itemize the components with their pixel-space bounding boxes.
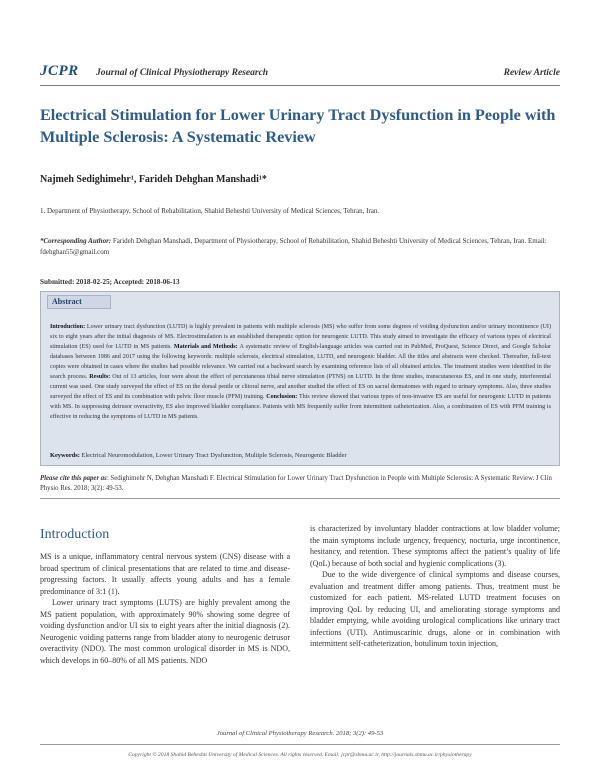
abstract-box — [40, 291, 560, 466]
journal-logo: JCPR — [40, 63, 79, 79]
section-divider — [40, 498, 560, 499]
header-divider — [40, 85, 560, 86]
corresponding-author — [40, 236, 560, 257]
introduction-heading: Introduction — [40, 527, 110, 542]
citation-label: Please cite this paper as — [40, 475, 107, 482]
affiliation: 1. Department of Physiotherapy, School of Rehabilitation, Shahid Beheshti University of Medical Sciences, Tehran, Iran. — [40, 207, 380, 215]
journal-name: Journal of Clinical Physiotherapy Research — [96, 68, 269, 78]
citation-text: : Sedighimehr N, Dehghan Manshadi F. Electrical Stimulation for Lower Urinary Tract Dysfunction in People with Multiple Sclerosis: A Systematic Review. J Clin Physio Res. 2018; 3(2): 49-53. — [40, 475, 552, 492]
corresponding-label: *Corresponding Author: — [40, 237, 112, 245]
abstract-heading: Abstract — [47, 295, 111, 309]
footer-copyright: Copyright © 2018 Shahid Beheshti University of Medical Sciences. All rights reserved. Email: jcpr@sbmu.ac.ir, http://journals.sbmu.ac.ir/physiotherapy — [128, 752, 472, 758]
abstract-methods-label: Materials and Methods: — [173, 344, 238, 350]
intro-paragraph-3: is characterized by involuntary bladder contractions at low bladder volume; the main symptoms include urgency, frequency, nocturia, urge incontinence, hesitancy, and retention. These symptoms affect the patient’s quality of life (QoL) because of both social and hygienic complications (3). — [310, 524, 560, 568]
intro-paragraph-4: Due to the wide divergence of clinical symptoms and disease courses, evaluation and treatment differ among patients. Thus, treatment must be customized for each patient. MS-related LUTD treatment focuses on improving QoL by reducing UI, and ameliorating storage symptoms and bladder emptying, while avoiding urological complications like urinary tract infections (UTI). Antimuscarinic drugs, alone or in combination with intermittent self-catheterization, botulinum toxin injection, — [310, 570, 560, 648]
left-column — [40, 551, 290, 666]
abstract-text — [50, 322, 551, 422]
abstract-results-label: Results: — [89, 374, 111, 380]
authors: Najmeh Sedighimehr¹, Farideh Dehghan Manshadi¹* — [40, 174, 267, 185]
abstract-methods: A systematic review of English-language articles was carried out in PubMed, ProQuest, Science Direct, and Google Scholar databases between 1986 and 2017 using the following keywords: multiple sclerosis, electrical stimulation, LUTD, and neurogenic bladder. All the titles and abstracts were checked. Thereafter, full-text copies were obtained in cases where the studies had possible relevance. We carried out a backward search by examining reference lists of all obtained articles. The treatment studies were identified in the search process. — [50, 344, 552, 380]
intro-paragraph-2: Lower urinary tract symptoms (LUTS) are highly prevalent among the MS patient population, with approximately 90% showing some degree of voiding dysfunction and/or UI six to eight years after the initial diagnosis (2). Neurogenic voiding patterns range from bladder atony to neurogenic detrusor overactivity (NDO). The most common urological disorder in MS is NDO, which develops in 60–80% of all MS patients. NDO — [40, 598, 290, 665]
abstract-conclusion: This review showed that various types of non-invasive ES are useful for neurogenic LUTD in patients with MS. In suppressing detrusor overactivity, ES also improved bladder compliance. Patients with MS frequently suffer from intermittent catheterization. Also, a combination of ES with PFM training is effective in reducing the symptoms of LUTD in MS patients. — [50, 394, 551, 420]
footer-journal-line: Journal of Clinical Physiotherapy Research. 2018; 3(2): 49-53 — [216, 730, 384, 737]
keywords — [50, 452, 347, 459]
abstract-intro: Lower urinary tract dysfunction (LUTD) is highly prevalent in patients with multiple sclerosis (MS) who suffer from some degrees of voiding dysfunction and/or urinary incontinence (UI) six to eight years after the initial diagnosis of MS. Electrostimulation is an established therapeutic option for neurogenic LUTD. This study aimed to investigate the efficacy of various types of electrical stimulation (ES) used for LUTD in MS patients. — [50, 324, 551, 350]
citation — [40, 474, 560, 494]
keywords-text: Electrical Neuromodulation, Lower Urinary Tract Dysfunction, Multiple Sclerosis, Neurogenic Bladder — [79, 452, 347, 459]
footer-divider — [40, 744, 560, 745]
keywords-label: Keywords: — [50, 452, 80, 459]
abstract-intro-label: Introduction: — [50, 324, 86, 330]
intro-paragraph-1: MS is a unique, inflammatory central nervous system (CNS) disease with a broad spectrum of clinical presentations that are related to time and disease-progressing factors. It usually affects young adults and has a female predominance of 3:1 (1). — [40, 552, 290, 596]
article-type: Review Article — [503, 68, 560, 78]
right-column — [310, 523, 560, 650]
submission-dates: Submitted: 2018-02-25; Accepted: 2018-06-13 — [40, 278, 180, 286]
paper-title: Electrical Stimulation for Lower Urinary Tract Dysfunction in People with Multiple Sclerosis: A Systematic Review — [40, 106, 556, 146]
abstract-conclusion-label: Conclusion: — [266, 394, 298, 400]
abstract-results: Out of 13 articles, four were about the effect of percutaneous tibial nerve stimulation (PTNS) on LUTD. In the three studies, transcutaneous ES, and in one study, interferential current was used. One study surveyed the effect of ES on the dorsal penile or clitoral nerve, and another studied the effect of ES on sacral dermatomes with regard to urinary symptoms. Also, three studies surveyed the effect of ES and its combination with pelvic floor muscle (PFM) training. — [50, 374, 551, 400]
corresponding-text: Farideh Dehghan Manshadi, Department of Physiotherapy, School of Rehabilitation, Shahid Beheshti University of Medical Sciences, Tehran, Iran. Email: fdehghan55@gmail.com — [40, 237, 547, 256]
